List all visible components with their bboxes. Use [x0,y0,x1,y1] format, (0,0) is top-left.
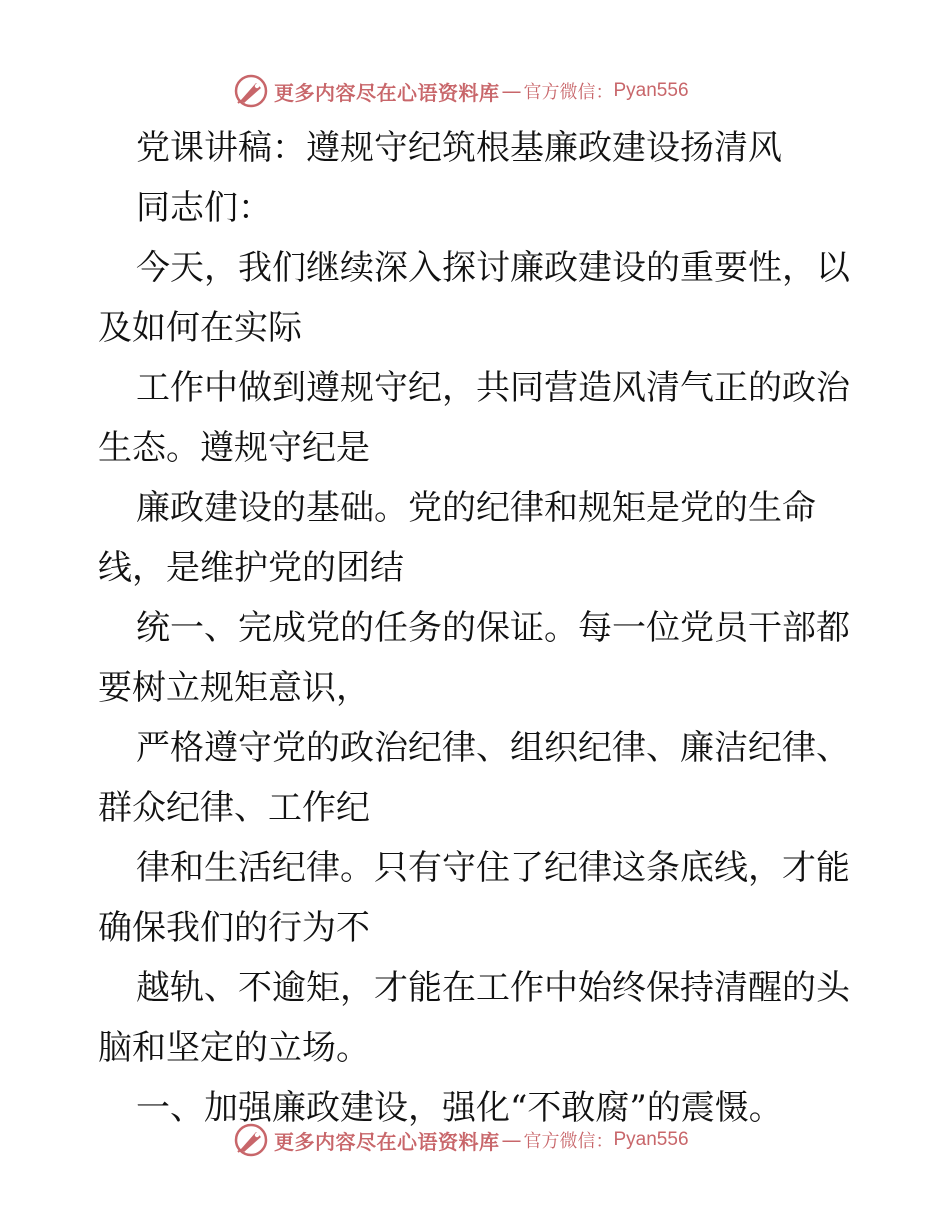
document-body [98,126,858,1146]
paragraph-line: 群众纪律、工作纪 [98,788,370,828]
paragraph-line: 律和生活纪律。只有守住了纪律这条底线，才能 [136,848,850,888]
watermark-wechat-id: Pyan556 [613,80,689,101]
paragraph-line: 今天，我们继续深入探讨廉政建设的重要性，以 [136,248,850,288]
header-watermark [232,71,689,111]
paragraph-line: 严格遵守党的政治纪律、组织纪律、廉洁纪律、 [136,728,850,768]
paragraph-line: 统一、完成党的任务的保证。每一位党员干部都 [136,608,850,648]
paragraph-line: 线，是维护党的团结 [98,548,404,588]
watermark-dash: — [501,1128,522,1152]
paragraph-line: 确保我们的行为不 [98,908,370,948]
footer-watermark [232,1120,689,1160]
paragraph-line: 要树立规矩意识， [98,668,370,708]
section-heading: 一、加强廉政建设，强化“不敢腐”的震慑。 [136,1088,783,1128]
paragraph-line: 及如何在实际 [98,308,302,348]
document-title: 党课讲稿：遵规守纪筑根基廉政建设扬清风 [136,128,782,168]
paragraph-line: 廉政建设的基础。党的纪律和规矩是党的生命 [136,488,816,528]
paragraph-line: 越轨、不逾矩，才能在工作中始终保持清醒的头 [136,968,850,1008]
watermark-dash: — [501,79,522,103]
paragraph-line: 生态。遵规守纪是 [98,428,370,468]
paragraph-line: 工作中做到遵规守纪，共同营造风清气正的政治 [136,368,850,408]
watermark-label: 官方微信： [523,82,614,103]
greeting: 同志们： [136,188,272,228]
watermark-label: 官方微信： [523,1131,614,1152]
watermark-brand: 更多内容尽在心语资料库 [274,80,500,105]
watermark-brand: 更多内容尽在心语资料库 [274,1129,500,1154]
watermark-wechat-id: Pyan556 [613,1129,689,1150]
pen-nib-logo-icon [232,72,270,110]
paragraph-line: 脑和坚定的立场。 [98,1028,370,1068]
pen-nib-logo-icon [232,1121,270,1159]
